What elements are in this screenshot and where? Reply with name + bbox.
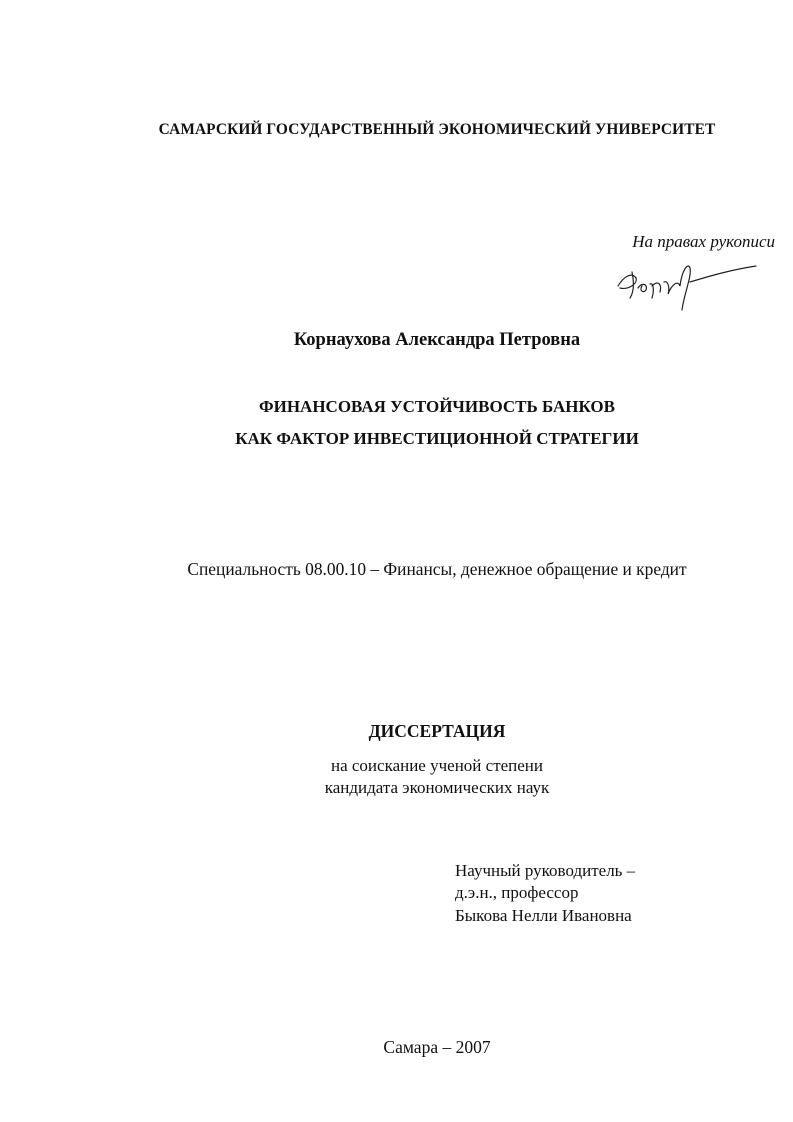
supervisor-rank: д.э.н., профессор <box>455 883 579 902</box>
university-name: САМАРСКИЙ ГОСУДАРСТВЕННЫЙ ЭКОНОМИЧЕСКИЙ УНИВЕРСИТЕТ <box>158 121 716 138</box>
degree-line-1: на соискание ученой степени <box>330 756 544 775</box>
supervisor-name: Быкова Нелли Ивановна <box>455 906 632 925</box>
specialty: Специальность 08.00.10 – Финансы, денежное обращение и кредит <box>187 559 687 579</box>
supervisor-role: Научный руководитель – <box>455 861 636 880</box>
thesis-title-line-2: КАК ФАКТОР ИНВЕСТИЦИОННОЙ СТРАТЕГИИ <box>235 429 639 448</box>
degree-line-2: кандидата экономических наук <box>324 778 550 797</box>
thesis-title-line-1: ФИНАНСОВАЯ УСТОЙЧИВОСТЬ БАНКОВ <box>259 397 615 416</box>
author-signature <box>610 258 760 313</box>
author-name: Корнаухова Александра Петровна <box>293 330 581 350</box>
manuscript-note: На правах рукописи <box>632 232 775 251</box>
place-year: Самара – 2007 <box>383 1037 491 1057</box>
work-type: ДИССЕРТАЦИЯ <box>368 721 506 741</box>
